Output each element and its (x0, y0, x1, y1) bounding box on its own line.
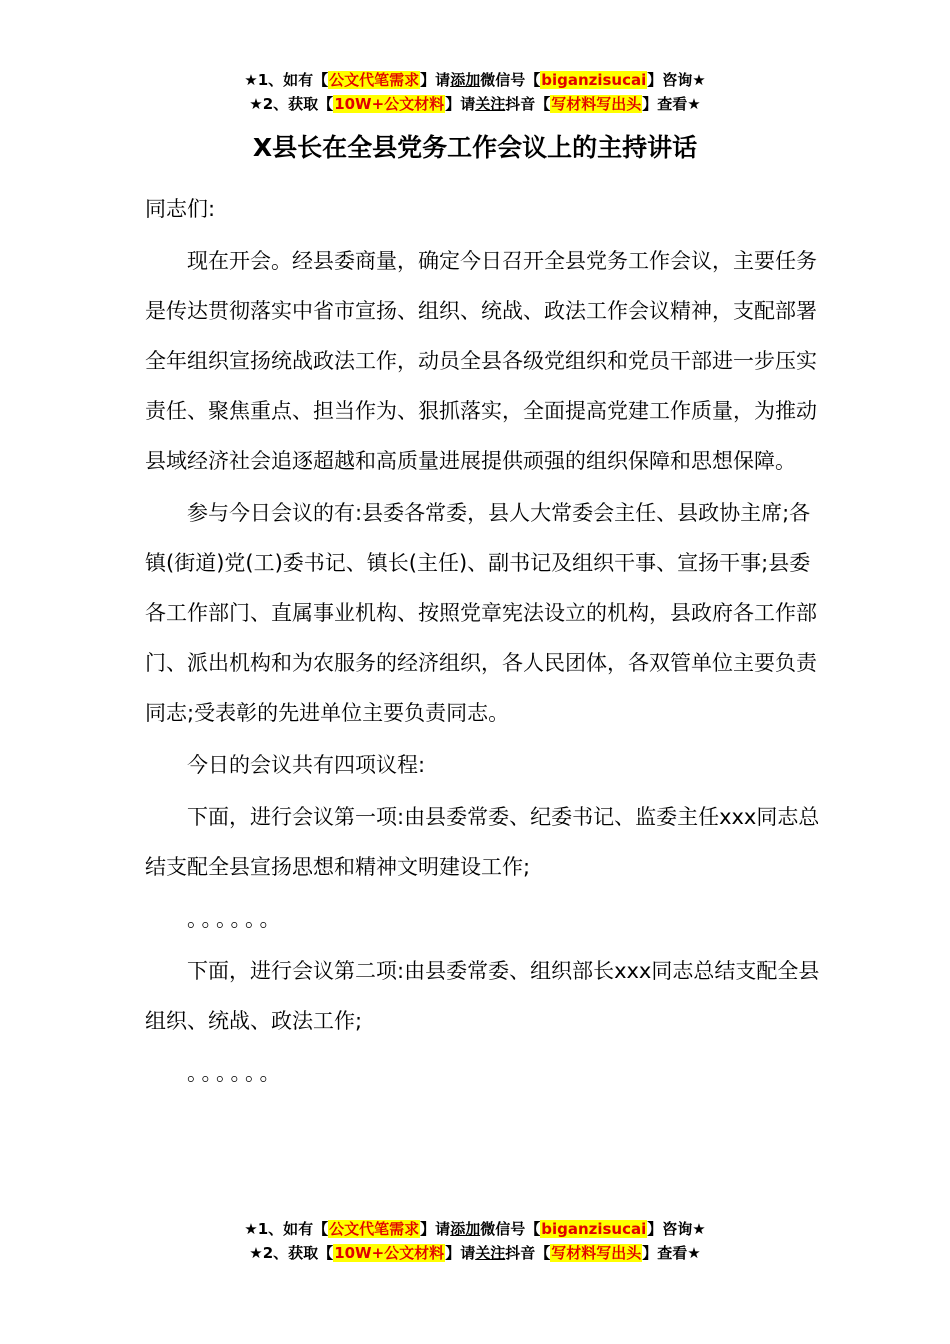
document-title: X县长在全县党务工作会议上的主持讲话 (252, 133, 698, 162)
paragraph-agenda-item-2: 下面，进行会议第二项:由县委常委、组织部长xxx同志总结支配全县组织、统战、政法工作; (145, 959, 820, 1033)
document-body (145, 184, 825, 1098)
banner-text: 】咨询★ (647, 71, 706, 89)
banner-text: 微信号【 (480, 71, 541, 89)
banner-text: ★1、如有【 (244, 1220, 329, 1238)
banner-text: 微信号【 (480, 1220, 541, 1238)
ellipsis-2: 。。。。。。 (187, 1061, 285, 1085)
banner-highlight: 写材料写出头 (551, 95, 642, 113)
banner-underlined: 添加 (450, 1220, 481, 1238)
salutation: 同志们: (145, 197, 216, 221)
banner-highlight: 10W+公文材料 (334, 95, 445, 113)
banner-highlight: biganzisucai (541, 1220, 647, 1238)
header-banner (0, 68, 950, 116)
banner-text: ★2、获取【 (249, 95, 334, 113)
banner-highlight: 公文代笔需求 (329, 71, 420, 89)
paragraph-opening: 现在开会。经县委商量，确定今日召开全县党务工作会议，主要任务是传达贯彻落实中省市宣扬、组织、统战、政法工作会议精神，支配部署全年组织宣扬统战政法工作，动员全县各级党组织和党员干部进一步压实责任、聚焦重点、担当作为、狠抓落实，全面提高党建工作质量，为推动县域经济社会追逐超越和高质量进展提供顽强的组织保障和思想保障。 (145, 249, 817, 473)
banner-highlight: 10W+公文材料 (334, 1244, 445, 1262)
paragraph-agenda-item-1: 下面，进行会议第一项:由县委常委、纪委书记、监委主任xxx同志总结支配全县宣扬思想和精神文明建设工作; (145, 805, 820, 879)
banner-text: 】请 (420, 1220, 451, 1238)
banner-underlined: 添加 (450, 71, 481, 89)
banner-line-2 (0, 1241, 950, 1265)
banner-line-1 (0, 68, 950, 92)
banner-text: 】请 (445, 1244, 476, 1262)
banner-line-2 (0, 92, 950, 116)
footer-banner (0, 1217, 950, 1265)
banner-text: ★2、获取【 (249, 1244, 334, 1262)
banner-text: 】请 (445, 95, 476, 113)
ellipsis-1: 。。。。。。 (187, 907, 285, 931)
banner-text: 】请 (420, 71, 451, 89)
banner-text: 】咨询★ (647, 1220, 706, 1238)
banner-underlined: 关注 (475, 95, 506, 113)
banner-text: 抖音【 (505, 1244, 551, 1262)
banner-text: 抖音【 (505, 95, 551, 113)
banner-text: ★1、如有【 (244, 71, 329, 89)
banner-highlight: biganzisucai (541, 71, 647, 89)
banner-highlight: 公文代笔需求 (329, 1220, 420, 1238)
paragraph-attendees: 参与今日会议的有:县委各常委，县人大常委会主任、县政协主席;各镇(街道)党(工)委书记、镇长(主任)、副书记及组织干事、宣扬干事;县委各工作部门、直属事业机构、按照党章宪法设立的机构，县政府各工作部门、派出机构和为农服务的经济组织，各人民团体，各双管单位主要负责同志;受表彰的先进单位主要负责同志。 (145, 501, 817, 725)
banner-underlined: 关注 (475, 1244, 506, 1262)
paragraph-agenda-intro: 今日的会议共有四项议程: (187, 753, 426, 777)
banner-line-1 (0, 1217, 950, 1241)
banner-text: 】查看★ (642, 95, 701, 113)
banner-highlight: 写材料写出头 (551, 1244, 642, 1262)
banner-text: 】查看★ (642, 1244, 701, 1262)
